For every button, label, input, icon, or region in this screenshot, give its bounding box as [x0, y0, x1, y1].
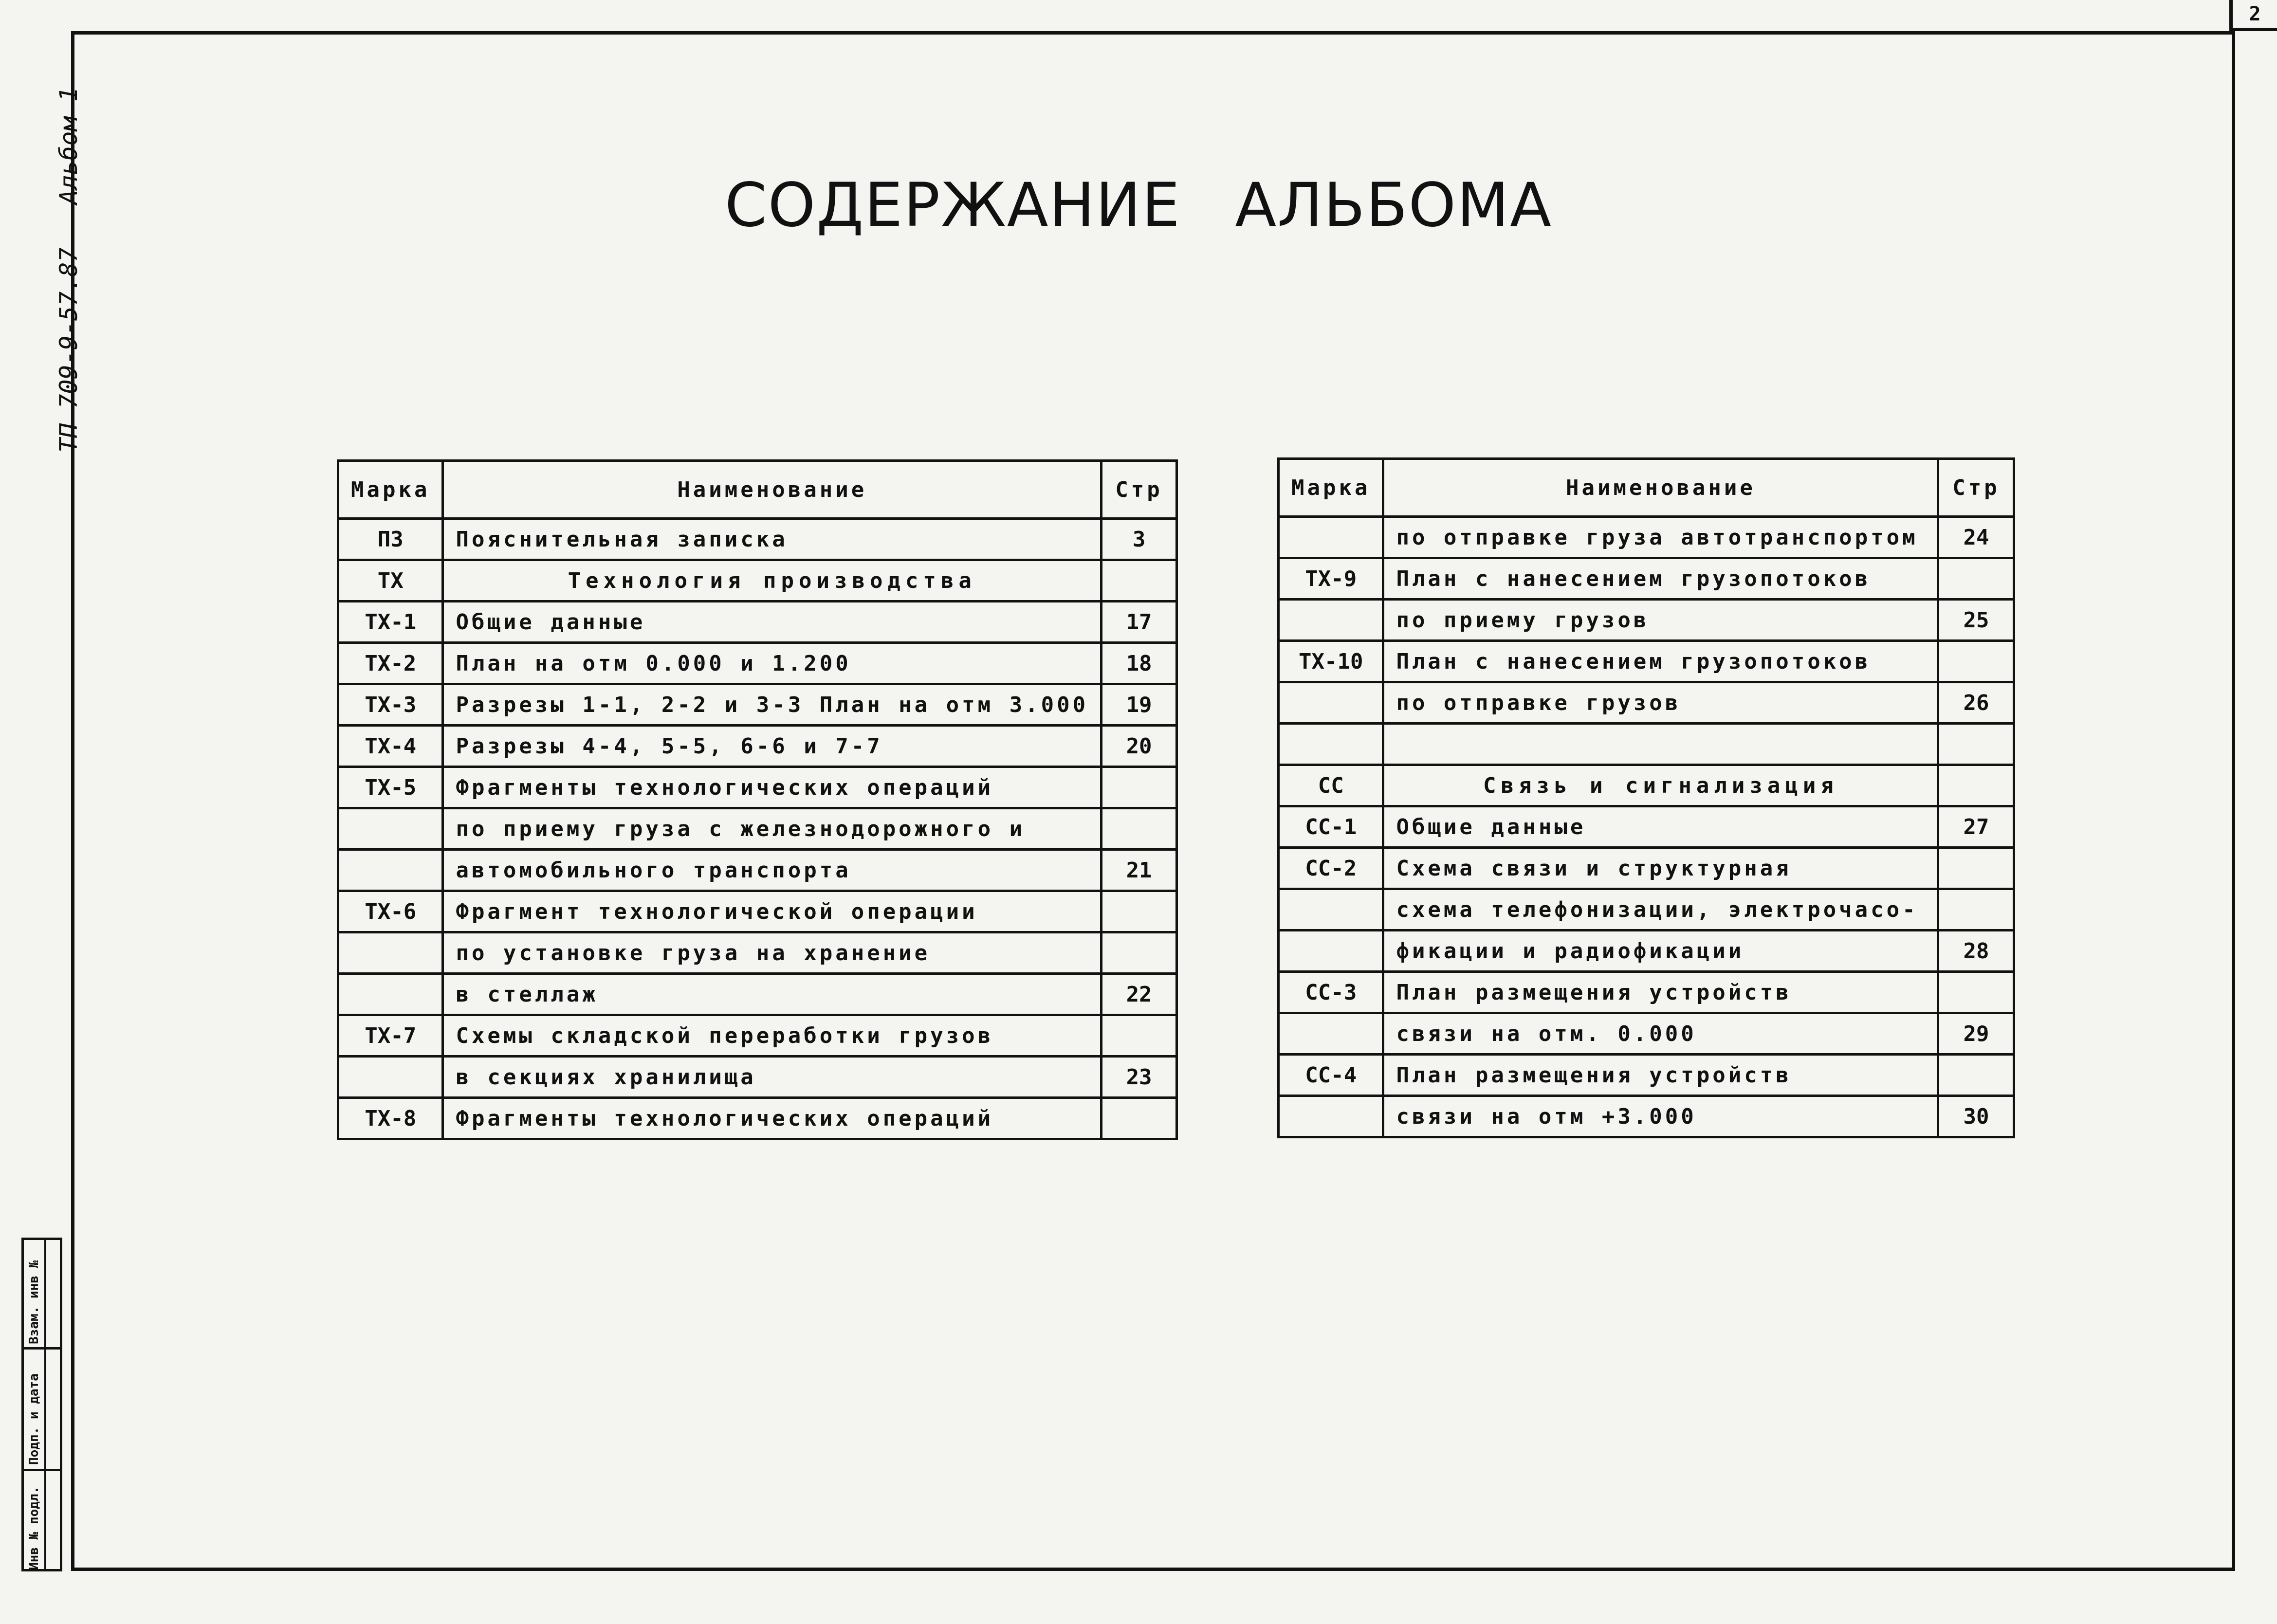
- cell-page: [1938, 724, 2014, 765]
- contents-table-right: [1277, 457, 2015, 1138]
- cell-mark: [1279, 517, 1383, 558]
- cell-mark: СС-4: [1279, 1055, 1383, 1096]
- table-row: [338, 891, 1177, 932]
- cell-page: [1102, 1098, 1177, 1139]
- table-body-left: [338, 519, 1177, 1139]
- cell-name: Общие данные: [443, 602, 1102, 643]
- cell-page: 17: [1102, 602, 1177, 643]
- table-row: [1279, 972, 2014, 1013]
- column-name: Наименование: [1383, 459, 1938, 517]
- cell-name: Технология производства: [443, 560, 1102, 602]
- cell-page: 23: [1102, 1057, 1177, 1098]
- cell-mark: ТХ-8: [338, 1098, 443, 1139]
- table-row: [1279, 1096, 2014, 1137]
- table-row: [338, 1098, 1177, 1139]
- cell-name: Разрезы 1-1, 2-2 и 3-3 План на отм 3.000: [443, 684, 1102, 726]
- cell-mark: ТХ-2: [338, 643, 443, 684]
- table-row: [1279, 600, 2014, 641]
- cell-name: автомобильного транспорта: [443, 850, 1102, 891]
- cell-name: Связь и сигнализация: [1383, 765, 1938, 806]
- table-row: [338, 974, 1177, 1015]
- cell-name: по приему грузов: [1383, 600, 1938, 641]
- cell-name: схема телефонизации, электрочасо-: [1383, 889, 1938, 931]
- cell-page: [1938, 641, 2014, 682]
- cell-mark: ТХ-6: [338, 891, 443, 932]
- column-page: Стр: [1102, 461, 1177, 519]
- cell-mark: СС-1: [1279, 806, 1383, 848]
- cell-mark: [338, 974, 443, 1015]
- cell-mark: [1279, 600, 1383, 641]
- table-row: [338, 602, 1177, 643]
- stamp-divider: [24, 1347, 60, 1350]
- table-row: [338, 560, 1177, 602]
- cell-mark: СС-3: [1279, 972, 1383, 1013]
- cell-page: 3: [1102, 519, 1177, 560]
- table-row: [1279, 889, 2014, 931]
- column-mark: Марка: [338, 461, 443, 519]
- cell-page: 25: [1938, 600, 2014, 641]
- table-row: [1279, 517, 2014, 558]
- table-header: [338, 461, 1177, 519]
- cell-page: [1102, 808, 1177, 850]
- cell-name: План размещения устройств: [1383, 1055, 1938, 1096]
- cell-name: связи на отм +3.000: [1383, 1096, 1938, 1137]
- table-row: [338, 932, 1177, 974]
- cell-page: [1102, 560, 1177, 602]
- cell-page: 28: [1938, 931, 2014, 972]
- cell-name: Фрагменты технологических операций: [443, 767, 1102, 808]
- column-name: Наименование: [443, 461, 1102, 519]
- cell-name: Разрезы 4-4, 5-5, 6-6 и 7-7: [443, 726, 1102, 767]
- stamp-divider: [44, 1240, 46, 1569]
- cell-name: Схема связи и структурная: [1383, 848, 1938, 889]
- table-row: [1279, 558, 2014, 600]
- stamp-label-replace: Взам. инв №: [27, 1260, 41, 1344]
- table-row: [1279, 1013, 2014, 1055]
- cell-name: Схемы складской переработки грузов: [443, 1015, 1102, 1057]
- table-row: [338, 643, 1177, 684]
- table-row: [338, 726, 1177, 767]
- table-row: [1279, 765, 2014, 806]
- table-body-right: [1279, 517, 2014, 1137]
- table-row: [1279, 806, 2014, 848]
- cell-page: 29: [1938, 1013, 2014, 1055]
- cell-page: [1102, 932, 1177, 974]
- cell-name: по установке груза на хранение: [443, 932, 1102, 974]
- cell-mark: СС-2: [1279, 848, 1383, 889]
- cell-mark: СС: [1279, 765, 1383, 806]
- cell-mark: ТХ-1: [338, 602, 443, 643]
- stamp-label-sign: Подп. и дата: [27, 1373, 41, 1465]
- cell-mark: [1279, 682, 1383, 724]
- cell-name: Фрагменты технологических операций: [443, 1098, 1102, 1139]
- cell-name: в стеллаж: [443, 974, 1102, 1015]
- contents-table-left: [337, 459, 1178, 1140]
- cell-name: План с нанесением грузопотоков: [1383, 558, 1938, 600]
- cell-page: [1938, 889, 2014, 931]
- cell-mark: [1279, 724, 1383, 765]
- cell-page: [1938, 1055, 2014, 1096]
- cell-page: [1938, 765, 2014, 806]
- cell-mark: ТХ-9: [1279, 558, 1383, 600]
- cell-name: в секциях хранилища: [443, 1057, 1102, 1098]
- cell-mark: ПЗ: [338, 519, 443, 560]
- cell-mark: [1279, 931, 1383, 972]
- document-code: ТП 709-9-57.87: [55, 247, 83, 453]
- cell-mark: [338, 808, 443, 850]
- album-label: Альбом 1: [55, 87, 83, 204]
- table-row: [1279, 848, 2014, 889]
- cell-mark: ТХ: [338, 560, 443, 602]
- cell-page: 18: [1102, 643, 1177, 684]
- cell-name: Фрагмент технологической операции: [443, 891, 1102, 932]
- cell-name: Общие данные: [1383, 806, 1938, 848]
- table-row: [1279, 641, 2014, 682]
- cell-mark: ТХ-3: [338, 684, 443, 726]
- cell-name: фикации и радиофикации: [1383, 931, 1938, 972]
- cell-page: 22: [1102, 974, 1177, 1015]
- cell-page: 20: [1102, 726, 1177, 767]
- column-page: Стр: [1938, 459, 2014, 517]
- table-row: [1279, 931, 2014, 972]
- table-header: [1279, 459, 2014, 517]
- cell-mark: [1279, 889, 1383, 931]
- cell-mark: [1279, 1096, 1383, 1137]
- cell-name: по отправке грузов: [1383, 682, 1938, 724]
- table-row: [338, 1057, 1177, 1098]
- table-row: [338, 808, 1177, 850]
- table-row: [338, 519, 1177, 560]
- cell-page: 27: [1938, 806, 2014, 848]
- cell-mark: [338, 850, 443, 891]
- stamp-label-inv: Инв № подл.: [27, 1486, 41, 1570]
- cell-mark: [338, 1057, 443, 1098]
- cell-mark: ТХ-7: [338, 1015, 443, 1057]
- sheet-number: 2: [2229, 0, 2277, 31]
- cell-page: [1938, 972, 2014, 1013]
- cell-page: [1938, 558, 2014, 600]
- cell-mark: [1279, 1013, 1383, 1055]
- table-row: [1279, 724, 2014, 765]
- cell-page: 24: [1938, 517, 2014, 558]
- cell-mark: ТХ-5: [338, 767, 443, 808]
- cell-page: 30: [1938, 1096, 2014, 1137]
- cell-name: План с нанесением грузопотоков: [1383, 641, 1938, 682]
- stamp-divider: [24, 1469, 60, 1471]
- cell-name: Пояснительная записка: [443, 519, 1102, 560]
- cell-page: 19: [1102, 684, 1177, 726]
- cell-mark: ТХ-10: [1279, 641, 1383, 682]
- cell-mark: ТХ-4: [338, 726, 443, 767]
- cell-name: [1383, 724, 1938, 765]
- cell-name: по приему груза с железнодорожного и: [443, 808, 1102, 850]
- cell-page: [1102, 891, 1177, 932]
- cell-page: [1102, 1015, 1177, 1057]
- cell-page: 21: [1102, 850, 1177, 891]
- page-title: СОДЕРЖАНИЕ АЛЬБОМА: [725, 170, 1552, 240]
- table-row: [1279, 682, 2014, 724]
- table-row: [338, 1015, 1177, 1057]
- cell-name: План на отм 0.000 и 1.200: [443, 643, 1102, 684]
- table-row: [338, 850, 1177, 891]
- cell-mark: [338, 932, 443, 974]
- cell-name: по отправке груза автотранспортом: [1383, 517, 1938, 558]
- cell-page: [1938, 848, 2014, 889]
- table-row: [338, 767, 1177, 808]
- cell-name: связи на отм. 0.000: [1383, 1013, 1938, 1055]
- table-row: [338, 684, 1177, 726]
- cell-name: План размещения устройств: [1383, 972, 1938, 1013]
- column-mark: Марка: [1279, 459, 1383, 517]
- cell-page: 26: [1938, 682, 2014, 724]
- cell-page: [1102, 767, 1177, 808]
- table-row: [1279, 1055, 2014, 1096]
- approval-stamp: [21, 1238, 62, 1571]
